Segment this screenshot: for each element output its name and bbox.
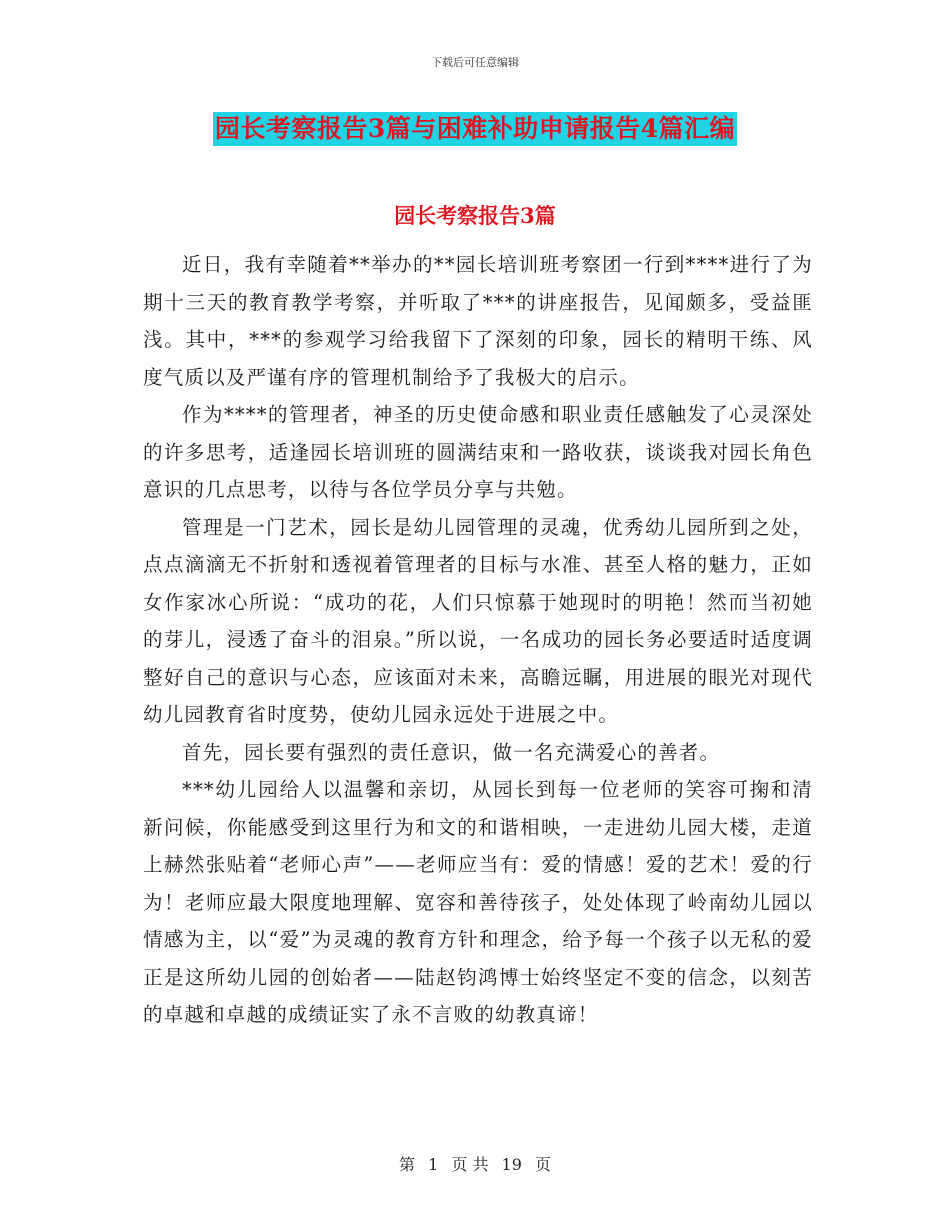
section-title: 园长考察报告3篇 (394, 203, 556, 228)
document-title-text: 园长考察报告3篇与困难补助申请报告4篇汇编 (213, 112, 737, 146)
footer-mid: 页 共 (451, 1155, 489, 1174)
footer-suffix: 页 (535, 1155, 552, 1174)
body-text (143, 246, 813, 1034)
page-footer (0, 1152, 950, 1175)
document-title (0, 112, 950, 146)
page-number: 1 (428, 1155, 439, 1174)
paragraph: 作为****的管理者，神圣的历史使命感和职业责任感触发了心灵深处的许多思考，适逢园长培训班的圆满结束和一路收获，谈谈我对园长角色意识的几点思考，以待与各位学员分享与共勉。 (143, 403, 813, 501)
footer-prefix: 第 (398, 1155, 415, 1174)
total-pages: 19 (501, 1155, 522, 1174)
paragraph: 首先，园长要有强烈的责任意识，做一名充满爱心的善者。 (182, 740, 721, 764)
paragraph: 管理是一门艺术，园长是幼儿园管理的灵魂，优秀幼儿园所到之处，点点滴滴无不折射和透视着管理者的目标与水准、甚至人格的魅力，正如女作家冰心所说：“成功的花，人们只惊慕于她现时的明艳！然而当初她的芽儿，浸透了奋斗的泪泉。”所以说，一名成功的园长务必要适时适度调整好自己的意识与心态，应该面对未来，高瞻远瞩，用进展的眼光对现代幼儿园教育省时度势，使幼儿园永远处于进展之中。 (143, 515, 813, 726)
paragraph: 近日，我有幸随着**举办的**园长培训班考察团一行到****进行了为期十三天的教育教学考察，并听取了***的讲座报告，见闻颇多，受益匪浅。其中，***的参观学习给我留下了深刻的印象，园长的精明干练、风度气质以及严谨有序的管理机制给予了我极大的启示。 (143, 253, 813, 389)
header-note: 下载后可任意编辑 (431, 56, 519, 69)
paragraph: ***幼儿园给人以温馨和亲切，从园长到每一位老师的笑容可掬和清新问候，你能感受到这里行为和文的和谐相映，一走进幼儿园大楼，走道上赫然张贴着“老师心声”——老师应当有：爱的情感！爱的艺术！爱的行为！老师应最大限度地理解、宽容和善待孩子，处处体现了岭南幼儿园以情感为主，以“爱”为灵魂的教育方针和理念，给予每一个孩子以无私的爱正是这所幼儿园的创始者——陆赵钧鸿博士始终坚定不变的信念，以刻苦的卓越和卓越的成绩证实了永不言败的幼教真谛！ (143, 778, 813, 1026)
